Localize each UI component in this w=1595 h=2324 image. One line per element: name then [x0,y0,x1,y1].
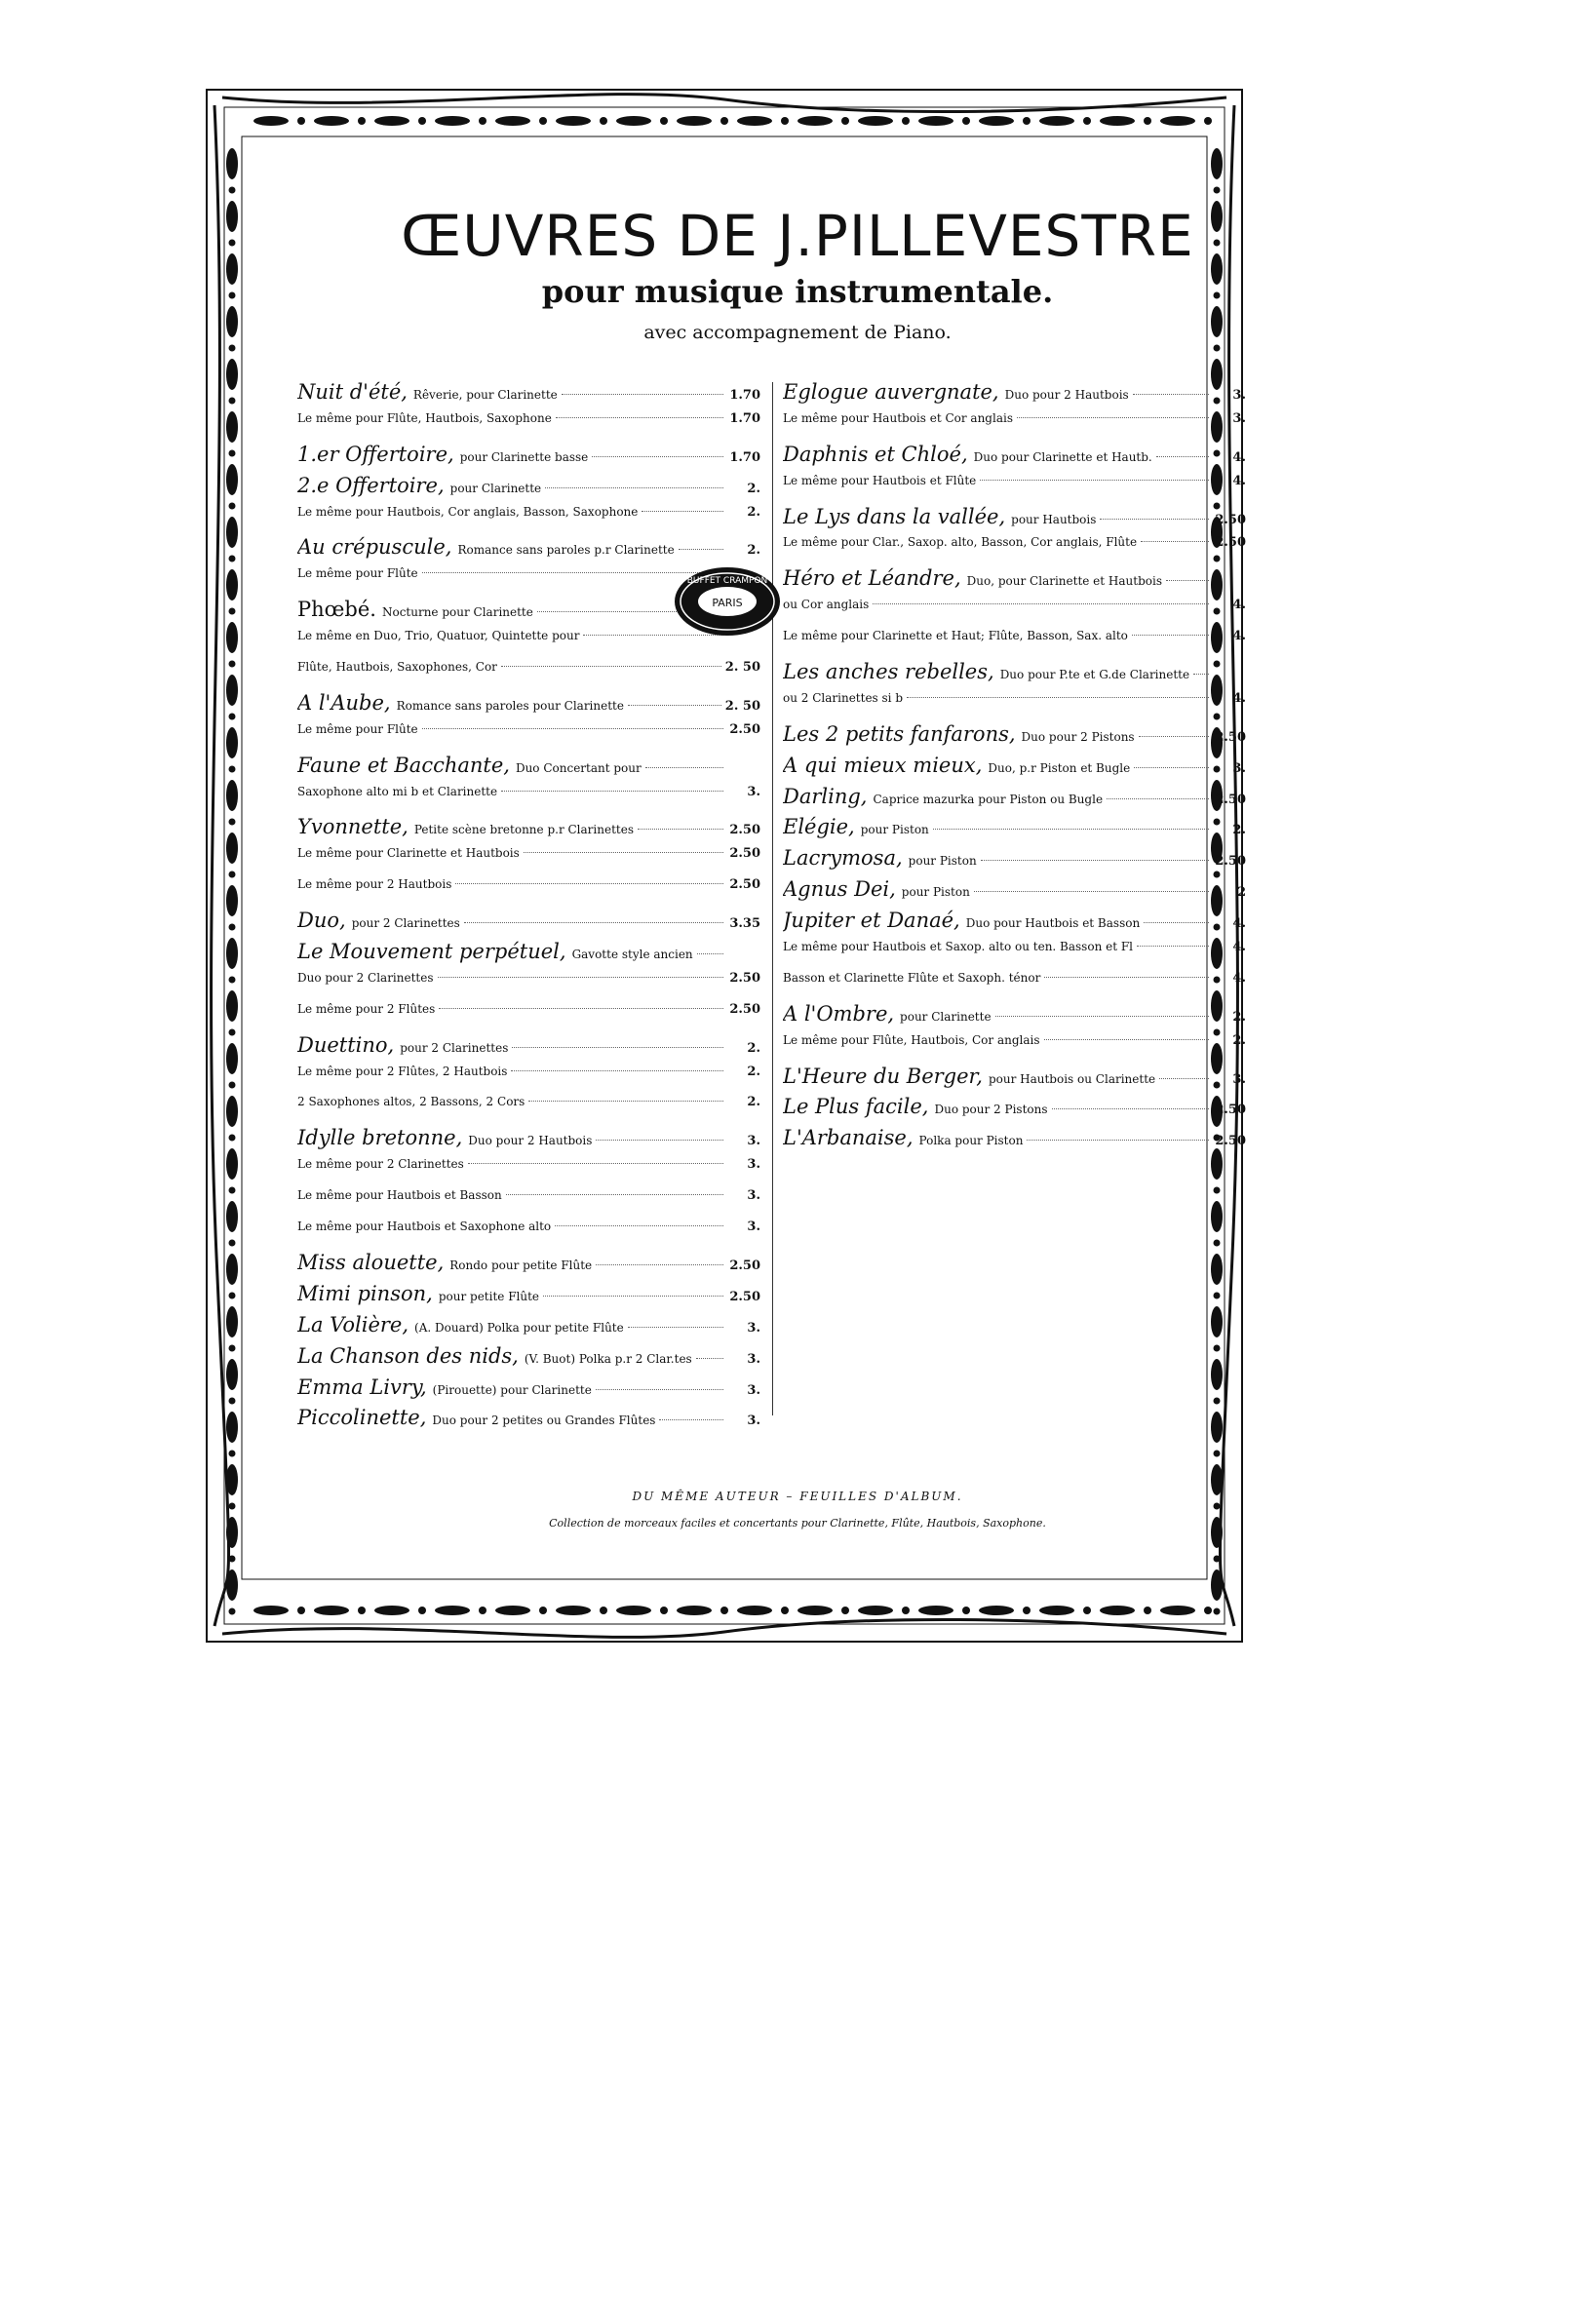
catalog-entry [783,722,1246,754]
entry-price: 2.50 [729,846,760,862]
entry-description: Caprice mazurka pour Piston ou Bugle [873,792,1104,806]
entry-title: Phœbé. [297,598,376,622]
entry-price: 2.50 [1215,1134,1246,1149]
entry-title: La Chanson des nids, [297,1343,519,1368]
catalog-entry [297,1095,760,1126]
entry-price: 2. [747,1040,760,1056]
entry-price: 4. [1232,940,1246,955]
catalog-entry [297,1375,760,1407]
entry-price: 2.50 [1215,535,1246,551]
entry-title: Le même pour 2 Hautbois [297,877,452,892]
catalog-entry [297,1002,760,1033]
footer-heading: DU MÊME AUTEUR – FEUILLES D'ALBUM. [632,1490,963,1503]
entry-description: Polka pour Piston [918,1134,1024,1148]
entry-title: ou 2 Clarinettes si b [783,690,904,705]
dotted-leader [524,852,723,853]
dotted-leader [1166,580,1209,581]
catalog-entry [783,815,1246,846]
entry-description: Duo pour Clarinette et Hautb. [973,449,1152,464]
catalog-entry [783,660,1246,691]
page-tagline: avec accompagnement de Piano. [643,322,952,343]
entry-title: Idylle bretonne, [297,1126,463,1150]
catalog-entry [297,1065,760,1096]
entry-price: 1.70 [729,410,760,426]
catalog-entry [783,474,1246,505]
entry-title: Darling, [783,784,868,808]
catalog-entry [783,877,1246,909]
entry-title: Héro et Léandre, [783,566,961,591]
catalog-entry [783,785,1246,816]
catalog-entry [297,754,760,785]
entry-title: Le même pour Flûte, Hautbois, Cor anglais [783,1032,1040,1047]
dotted-leader [1159,1078,1209,1079]
entry-description: pour Piston [901,885,970,900]
dotted-leader [596,1140,723,1141]
entry-description: Duo pour 2 Pistons [1021,729,1135,744]
entry-title: Nuit d'été, [297,380,408,404]
entry-title: Elégie, [783,815,855,839]
entry-price: 2. [747,1095,760,1110]
entry-price: 2. [747,543,760,559]
dotted-leader [1044,977,1209,978]
entry-price: 3. [747,1382,760,1398]
dotted-leader [439,1008,723,1009]
catalog-entry [297,909,760,940]
entry-title: Le même pour Hautbois et Saxop. alto ou ten. Basson et Fl [783,940,1134,954]
entry-description: Rondo pour petite Flûte [449,1258,593,1272]
entry-title: Le même pour Hautbois, Cor anglais, Basson, Saxophone [297,504,639,519]
entry-title: Basson et Clarinette Flûte et Saxoph. ténor [783,970,1041,985]
entry-description: pour Clarinette [449,481,542,495]
dotted-leader [1100,519,1209,520]
catalog-entry [297,1406,760,1437]
page-subtitle: pour musique instrumentale. [541,273,1054,310]
catalog-entry [297,1251,760,1282]
entry-description: Duo pour 2 Pistons [934,1103,1048,1117]
entry-price: 4. [1232,449,1246,465]
dotted-leader [506,1194,723,1195]
entry-description: pour 2 Clarinettes [351,916,460,931]
dotted-leader [511,1070,723,1071]
catalog-entry [783,1033,1246,1065]
entry-price: 2 [1236,885,1246,901]
entry-price: 1.70 [729,449,760,465]
catalog-entry [297,1157,760,1188]
entry-description: (Pirouette) pour Clarinette [432,1382,592,1397]
dotted-leader [512,1047,723,1048]
catalog-entry [297,443,760,474]
entry-title: La Volière, [297,1312,409,1336]
entry-price: 2.50 [729,721,760,737]
catalog-entry [297,1313,760,1344]
entry-title: L'Heure du Berger, [783,1064,983,1088]
entry-title: Le même pour Clarinette et Hautbois [297,846,520,861]
dotted-leader [974,891,1209,892]
entry-price: 2. [1232,1009,1246,1025]
column-divider [772,382,773,1415]
entry-title: Duo pour 2 Clarinettes [297,970,434,985]
entry-description: pour Clarinette basse [459,449,589,464]
dotted-leader [995,1016,1209,1017]
catalog-entry [297,691,760,722]
entry-price: 2.50 [1215,1103,1246,1118]
entry-title: 2.e Offertoire, [297,473,445,497]
catalog-entry [783,566,1246,598]
dotted-leader [1137,946,1209,947]
entry-description: Duo pour P.te et G.de Clarinette [999,668,1190,682]
entry-price: 4. [1232,970,1246,986]
entry-title: Le même pour Flûte, Hautbois, Saxophone [297,410,552,425]
entry-title: 1.er Offertoire, [297,442,454,466]
dotted-leader [556,417,723,418]
dotted-leader [679,549,723,550]
entry-price: 2. [747,504,760,520]
entry-description: (V. Buot) Polka p.r 2 Clar.tes [524,1351,692,1366]
catalog-entry [297,380,760,411]
catalog-entry [297,1126,760,1157]
entry-price: 2.50 [729,1289,760,1304]
entry-price: 4. [1232,473,1246,488]
entry-title: Eglogue auvergnate, [783,380,999,404]
catalog-entry [297,1220,760,1251]
dotted-leader [697,953,723,954]
catalog-entry [297,1282,760,1313]
dotted-leader [592,456,723,457]
dotted-leader [528,1101,723,1102]
catalog-entry [297,940,760,971]
entry-price: 2. 50 [724,660,760,676]
entry-price: 2.50 [729,877,760,893]
entry-price: 2.50 [1215,854,1246,870]
entry-description: pour Hautbois ou Clarinette [988,1071,1156,1086]
entry-price: 3.35 [729,916,760,932]
entry-title: Le même pour Hautbois et Saxophone alto [297,1220,552,1234]
entry-description: Gavotte style ancien [571,948,693,962]
dotted-leader [562,394,723,395]
catalog-entry [297,1188,760,1220]
entry-title: A l'Aube, [297,690,391,715]
catalog-entry [297,785,760,816]
entry-description: pour petite Flûte [438,1289,540,1303]
dotted-leader [501,791,723,792]
entry-price: 2.50 [1215,512,1246,527]
entry-price: 4. [1232,598,1246,613]
catalog-entry [783,971,1246,1002]
entry-description: Duo pour 2 Hautbois [468,1134,593,1148]
dotted-leader [545,487,723,488]
dotted-leader [907,697,1209,698]
entry-title: L'Arbanaise, [783,1126,914,1150]
entry-title: Le même pour Hautbois et Basson [297,1188,502,1203]
entry-description: pour Piston [860,823,929,837]
catalog-entry [297,535,760,566]
entry-title: Flûte, Hautbois, Saxophones, Cor [297,660,497,675]
entry-price: 3. [747,1320,760,1336]
dotted-leader [501,666,721,667]
entry-title: Le même pour Flûte [297,566,418,581]
entry-price: 3. [747,1157,760,1173]
catalog-entry [783,846,1246,877]
entry-title: Les 2 petits fanfarons, [783,721,1016,746]
entry-title: Le Lys dans la vallée, [783,504,1006,528]
entry-title: Le même pour Hautbois et Cor anglais [783,410,1013,425]
catalog-entry [783,940,1246,971]
entry-title: Le même pour Clarinette et Haut; Flûte, Basson, Sax. alto [783,629,1128,643]
entry-price: 3. [1232,1071,1246,1087]
dotted-leader [645,767,723,768]
entry-price: 3. [747,1414,760,1429]
entry-price: 3. [747,1220,760,1235]
entry-description: pour Hautbois [1011,512,1097,526]
entry-title: Le même pour 2 Flûtes [297,1001,436,1016]
entry-price: 3. [1232,388,1246,403]
entry-price: 2.50 [729,970,760,986]
dotted-leader [628,705,721,706]
entry-price: 2. [1232,1032,1246,1048]
catalog-entry [783,535,1246,566]
entry-title: Duo, [297,909,346,933]
entry-title: Le même pour Clar., Saxop. alto, Basson, Cor anglais, Flûte [783,535,1138,550]
dotted-leader [638,829,723,830]
entry-description: Duo, p.r Piston et Bugle [988,760,1131,775]
dotted-leader [596,1264,723,1265]
dotted-leader [933,829,1209,830]
entry-price: 2. [747,1064,760,1079]
dotted-leader [1133,394,1209,395]
entry-price: 2.50 [729,1001,760,1017]
entry-price: 4. [1232,690,1246,706]
catalog-entry [783,691,1246,722]
catalog-entry [783,629,1246,660]
entry-description: pour Piston [908,854,977,869]
entry-title: Yvonnette, [297,815,408,839]
dotted-leader [438,977,723,978]
buffet-crampon-stamp [673,565,782,638]
catalog-entry [783,411,1246,443]
entry-price: 2.50 [1215,792,1246,807]
entry-title: Lacrymosa, [783,846,903,871]
entry-title: Piccolinette, [297,1406,427,1430]
entry-title: Saxophone alto mi b et Clarinette [297,784,498,798]
entry-price: 3. [1232,760,1246,776]
dotted-leader [1156,456,1209,457]
entry-price: 2. 50 [724,698,760,714]
entry-description: Romance sans paroles pour Clarinette [396,698,624,713]
entry-price: 2.50 [1215,729,1246,745]
dotted-leader [873,603,1209,604]
catalog-entry [783,909,1246,940]
dotted-leader [642,511,723,512]
entry-price: 3. [747,784,760,799]
dotted-leader [1132,635,1209,636]
catalog-entry [297,505,760,536]
entry-price: 2. [1232,823,1246,838]
dotted-leader [980,480,1209,481]
entry-description: Duo, pour Clarinette et Hautbois [966,574,1162,589]
catalog-entry [783,505,1246,536]
left-catalog-column [297,380,760,1437]
catalog-entry [783,598,1246,629]
entry-title: A qui mieux mieux, [783,753,983,777]
dotted-leader [455,883,723,884]
dotted-leader [422,728,723,729]
dotted-leader [981,860,1209,861]
dotted-leader [468,1163,723,1164]
entry-description: pour Clarinette [900,1009,992,1024]
entry-title: Emma Livry, [297,1375,427,1399]
stamp-bottom-text: PARIS [712,597,743,609]
entry-price: 3. [1232,410,1246,426]
entry-title: Daphnis et Chloé, [783,442,968,466]
entry-description: Rêverie, pour Clarinette [412,388,558,402]
dotted-leader [555,1225,723,1226]
entry-title: Le même pour 2 Clarinettes [297,1157,464,1172]
entry-price: 2.50 [729,823,760,838]
dotted-leader [628,1327,723,1328]
entry-price: 3. [747,1188,760,1204]
entry-title: Mimi pinson, [297,1281,433,1305]
dotted-leader [659,1419,723,1420]
right-catalog-column [783,380,1246,1157]
dotted-leader [696,1358,723,1359]
entry-price: 4. [1232,916,1246,932]
entry-title: Le Mouvement perpétuel, [297,940,566,964]
footer-note: Collection de morceaux faciles et concertants pour Clarinette, Flûte, Hautbois, Saxophone. [549,1517,1046,1530]
catalog-entry [297,1033,760,1065]
dotted-leader [1027,1140,1209,1141]
catalog-entry [783,443,1246,474]
catalog-entry [783,380,1246,411]
entry-title: Le Plus facile, [783,1095,929,1119]
entry-price: 4. [1232,629,1246,644]
entry-price: 3. [747,1134,760,1149]
entry-title: ou Cor anglais [783,598,870,612]
entry-description: pour 2 Clarinettes [400,1040,509,1055]
catalog-entry [783,1095,1246,1126]
catalog-entry [297,971,760,1002]
entry-title: Faune et Bacchante, [297,753,510,777]
entry-description: Romance sans paroles p.r Clarinette [457,543,675,558]
stamp-top-text: BUFFET CRAMPON [686,576,768,586]
catalog-entry [297,877,760,909]
dotted-leader [1017,417,1209,418]
entry-description: Duo pour 2 Hautbois [1004,388,1129,402]
dotted-leader [1193,674,1209,675]
entry-description: Duo pour 2 petites ou Grandes Flûtes [432,1414,656,1428]
catalog-entry [297,660,760,691]
catalog-entry [297,1344,760,1375]
catalog-entry [783,1002,1246,1033]
entry-title: 2 Saxophones altos, 2 Bassons, 2 Cors [297,1095,525,1109]
entry-title: Le même pour Hautbois et Flûte [783,473,977,487]
entry-price: 2. [747,481,760,496]
dotted-leader [1141,541,1209,542]
dotted-leader [464,922,723,923]
catalog-entry [783,754,1246,785]
catalog-entry [297,474,760,505]
dotted-leader [1134,767,1209,768]
entry-title: Les anches rebelles, [783,660,994,684]
entry-description: Duo pour Hautbois et Basson [965,916,1141,931]
dotted-leader [1044,1039,1209,1040]
entry-price: 1.70 [729,388,760,403]
entry-title: Au crépuscule, [297,535,452,560]
entry-description: Petite scène bretonne p.r Clarinettes [413,823,634,837]
entry-title: Jupiter et Danaé, [783,909,960,933]
dotted-leader [1052,1108,1210,1109]
entry-description: (A. Douard) Polka pour petite Flûte [414,1320,624,1335]
dotted-leader [596,1389,723,1390]
entry-title: Le même pour Flûte [297,721,418,736]
entry-title: Le même pour 2 Flûtes, 2 Hautbois [297,1064,508,1078]
dotted-leader [543,1296,723,1297]
catalog-entry [783,1065,1246,1096]
dotted-leader [1144,922,1209,923]
entry-price: 3. [747,1351,760,1367]
dotted-leader [1139,736,1209,737]
entry-title: Duettino, [297,1032,395,1057]
entry-title: Miss alouette, [297,1250,445,1274]
dotted-leader [1107,798,1209,799]
catalog-entry [783,1126,1246,1157]
catalog-entry [297,846,760,877]
catalog-entry [297,815,760,846]
entry-title: Le même en Duo, Trio, Quatuor, Quintette pour [297,629,580,643]
catalog-entry [297,722,760,754]
page-title: ŒUVRES DE J.PILLEVESTRE [401,203,1194,269]
entry-price: 2.50 [729,1258,760,1273]
catalog-entry [297,411,760,443]
entry-title: A l'Ombre, [783,1001,895,1026]
entry-description: Nocturne pour Clarinette [381,605,533,620]
entry-description: Duo Concertant pour [515,760,642,775]
entry-title: Agnus Dei, [783,877,896,902]
